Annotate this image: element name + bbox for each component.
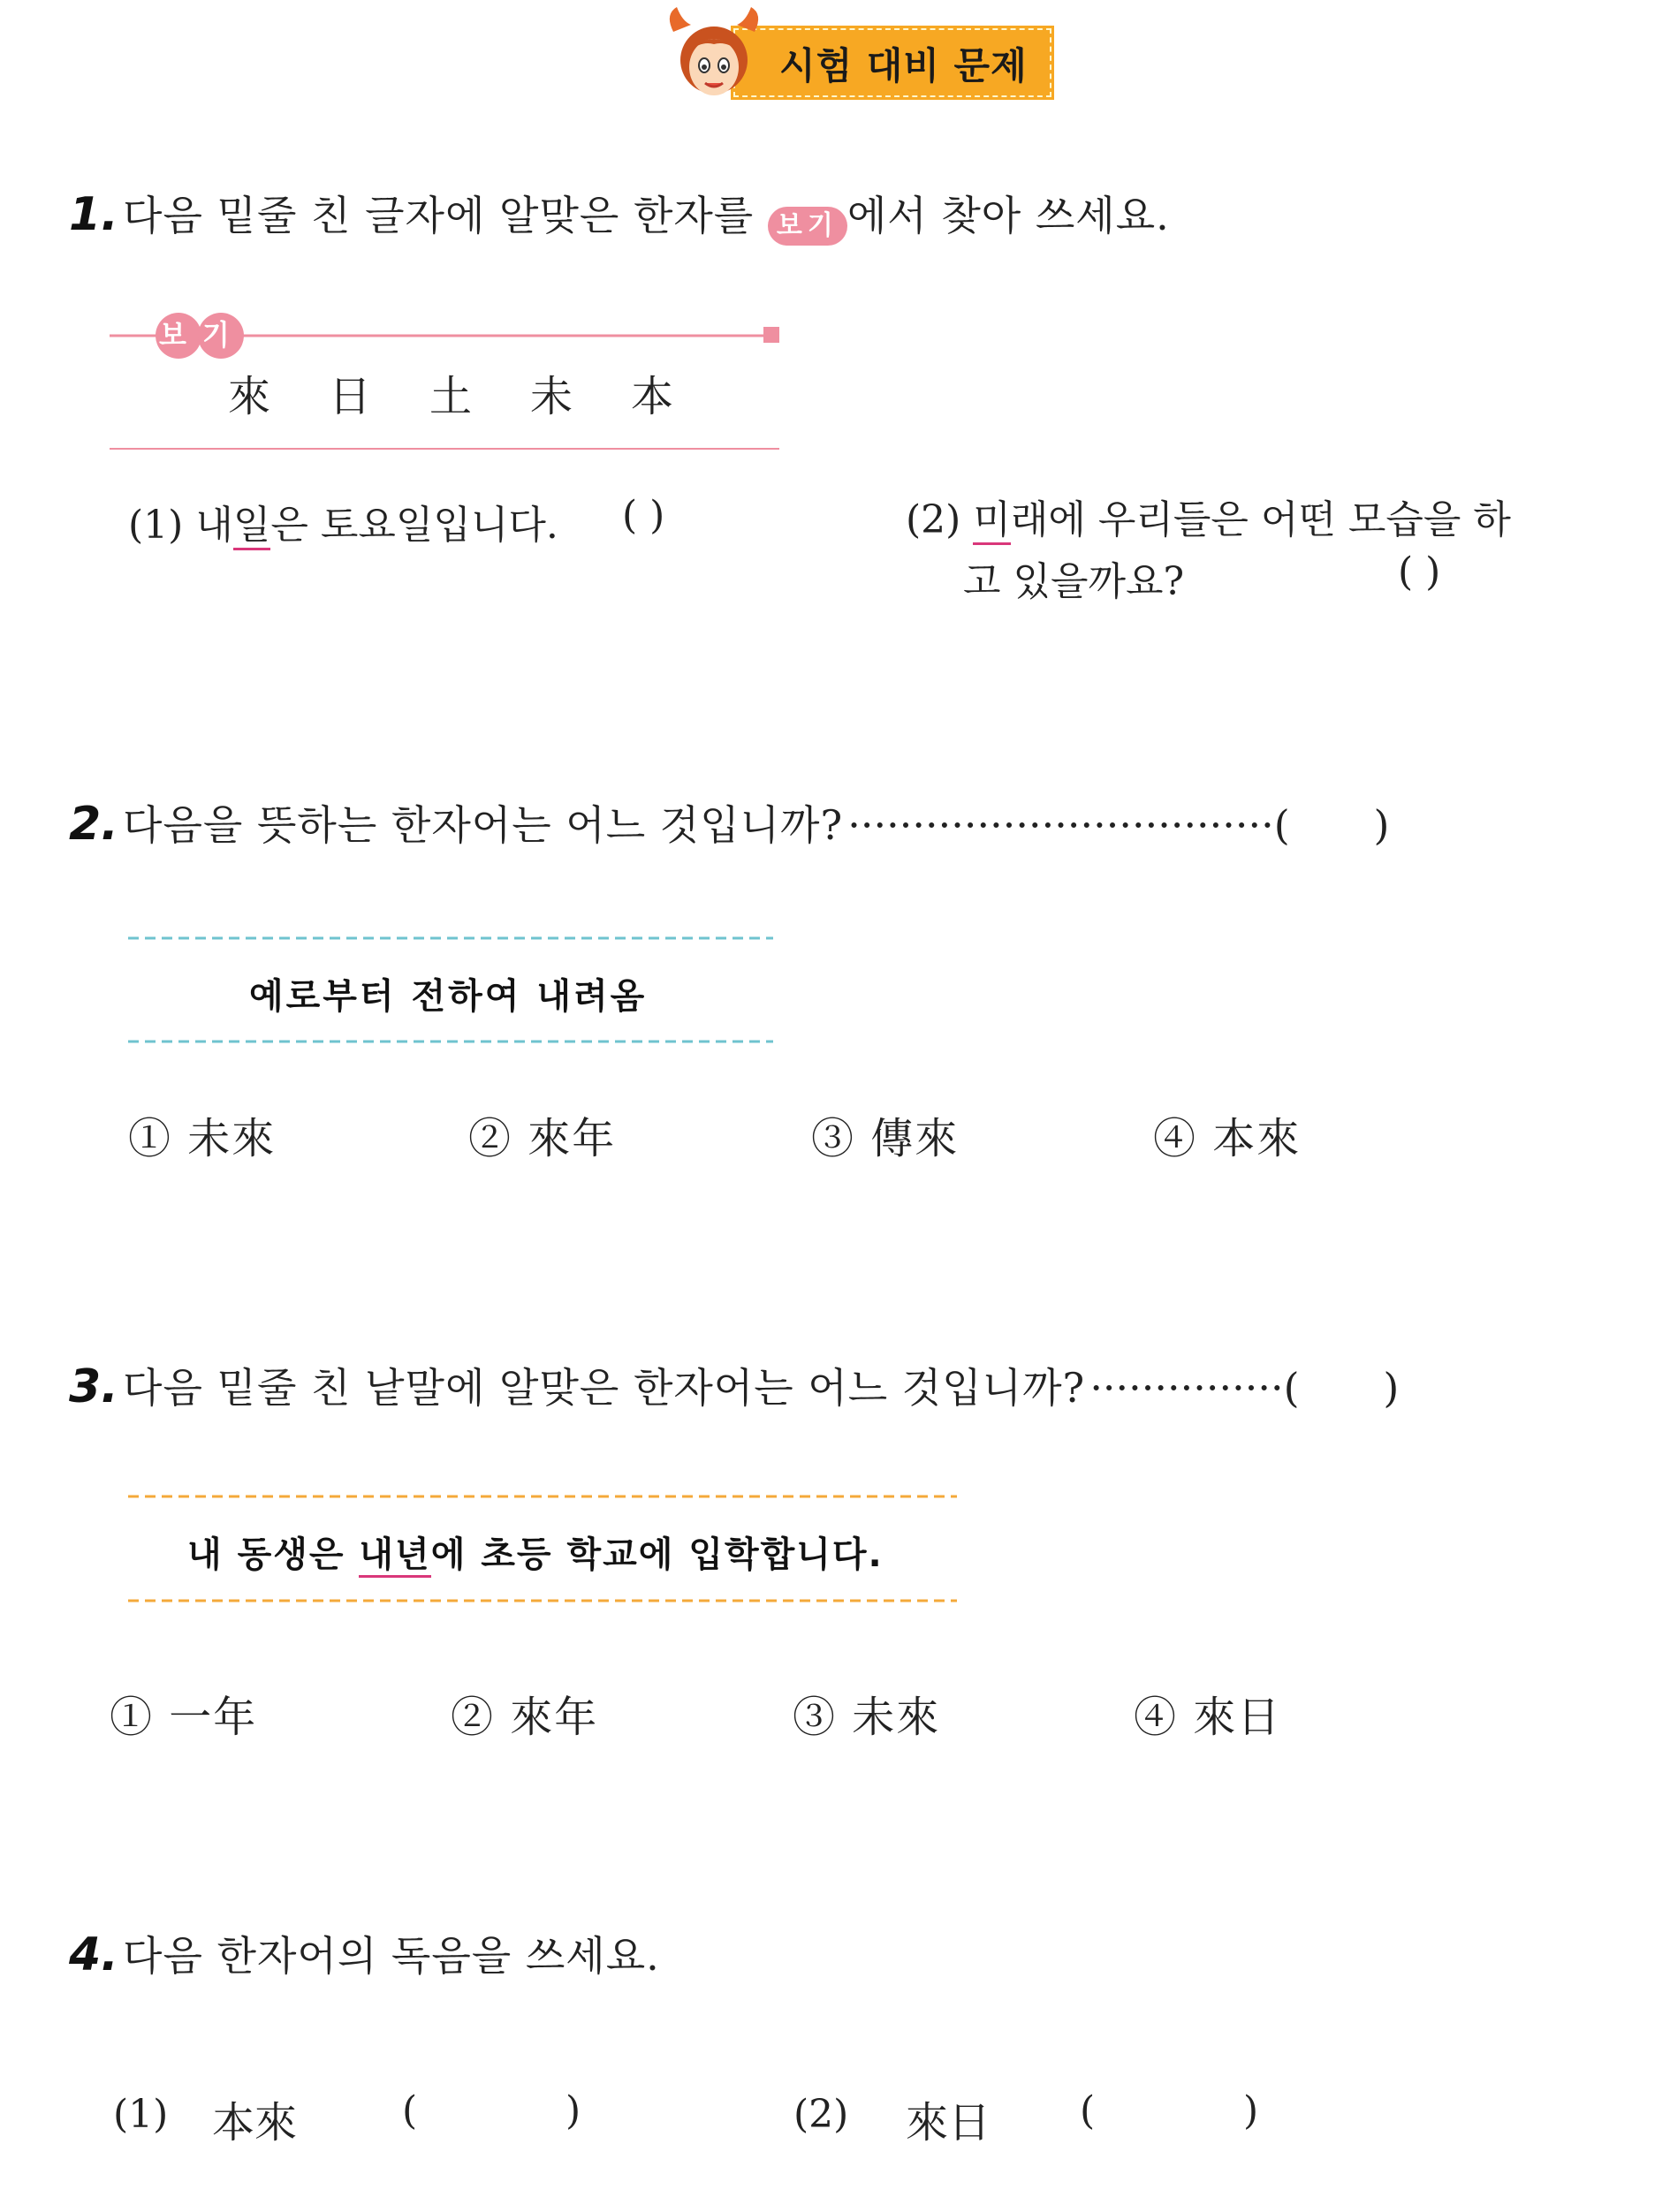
q4-item-2-word: 來日 <box>906 2098 991 2148</box>
question-text-before: 다음 밑줄 친 글자에 알맞은 한자를 <box>123 192 768 239</box>
q1-item-2-line2: 고 있을까요? <box>963 559 1185 604</box>
option-2[interactable]: ② 來年 <box>468 1114 617 1163</box>
bogi-choice: 來 <box>228 372 271 421</box>
question-text: 다음 밑줄 친 낱말에 알맞은 한자어는 어느 것입니까? <box>123 1364 1086 1412</box>
answer-blank[interactable]: ( ) <box>1283 1364 1401 1412</box>
q1-item-2 <box>906 488 1511 544</box>
underlined-word: 내년 <box>359 1534 430 1578</box>
option-1[interactable]: ① 一年 <box>110 1693 258 1742</box>
question-4 <box>69 1924 660 1982</box>
answer-blank[interactable]: ( ) <box>1398 549 1441 595</box>
bogi-choice: 本 <box>631 372 674 421</box>
bogi-choice: 未 <box>530 372 573 421</box>
answer-blank[interactable]: ( ) <box>402 2088 581 2133</box>
option-3[interactable]: ③ 未來 <box>793 1693 941 1742</box>
bogi-choice: 日 <box>329 372 372 421</box>
option-2[interactable]: ② 來年 <box>451 1693 599 1742</box>
question-text-after: 에서 찾아 쓰세요. <box>846 192 1170 239</box>
header-title: 시험 대비 문제 <box>779 44 1028 87</box>
option-3[interactable]: ③ 傳來 <box>811 1114 960 1163</box>
question-3 <box>69 1356 1400 1414</box>
q1-item-1 <box>128 493 558 549</box>
leader-dots: ··············· <box>1089 1364 1284 1412</box>
q4-item-2-number: (2) <box>793 2092 849 2137</box>
option-1[interactable]: ① 未來 <box>128 1114 277 1163</box>
item-number: (2) <box>906 497 961 542</box>
question-1 <box>69 184 1170 246</box>
option-4[interactable]: ④ 來日 <box>1134 1693 1282 1742</box>
question-number: 1. <box>69 188 118 241</box>
sentence-post: 에 초등 학교에 입학합니다. <box>430 1534 884 1575</box>
bogi-choice: 土 <box>429 372 473 421</box>
item-text-post: 은 토요일입니다. <box>270 503 558 548</box>
leader-dots: ································· <box>847 801 1274 849</box>
item-text-post: 래에 우리들은 어떤 모습을 하 <box>1010 497 1511 542</box>
answer-blank[interactable]: ( ) <box>1080 2088 1259 2133</box>
sentence-text <box>187 1526 884 1577</box>
question-text: 다음 한자어의 독음을 쓰세요. <box>123 1932 660 1980</box>
question-number: 4. <box>69 1928 118 1981</box>
question-text: 다음을 뜻하는 한자어는 어느 것입니까? <box>123 801 844 849</box>
question-number: 3. <box>69 1360 118 1413</box>
mascot-girl-icon <box>664 5 763 108</box>
item-text-pre: 내 <box>195 503 233 548</box>
q4-item-1-number: (1) <box>113 2092 169 2137</box>
bogi-pill: 보기 <box>768 207 847 246</box>
question-2 <box>69 793 1390 852</box>
underlined-text: 일 <box>233 503 271 550</box>
bogi-box-label: 보기 <box>159 318 246 352</box>
answer-blank[interactable]: ( ) <box>1273 801 1391 849</box>
definition-text: 예로부터 전하여 내려옴 <box>249 976 648 1017</box>
question-number: 2. <box>69 798 118 851</box>
underlined-text: 미 <box>973 497 1011 545</box>
q4-item-1-word: 本來 <box>212 2098 298 2148</box>
sentence-pre: 내 동생은 <box>187 1534 360 1575</box>
answer-blank[interactable]: ( ) <box>622 493 665 538</box>
item-number: (1) <box>128 503 184 548</box>
option-4[interactable]: ④ 本來 <box>1153 1114 1302 1163</box>
